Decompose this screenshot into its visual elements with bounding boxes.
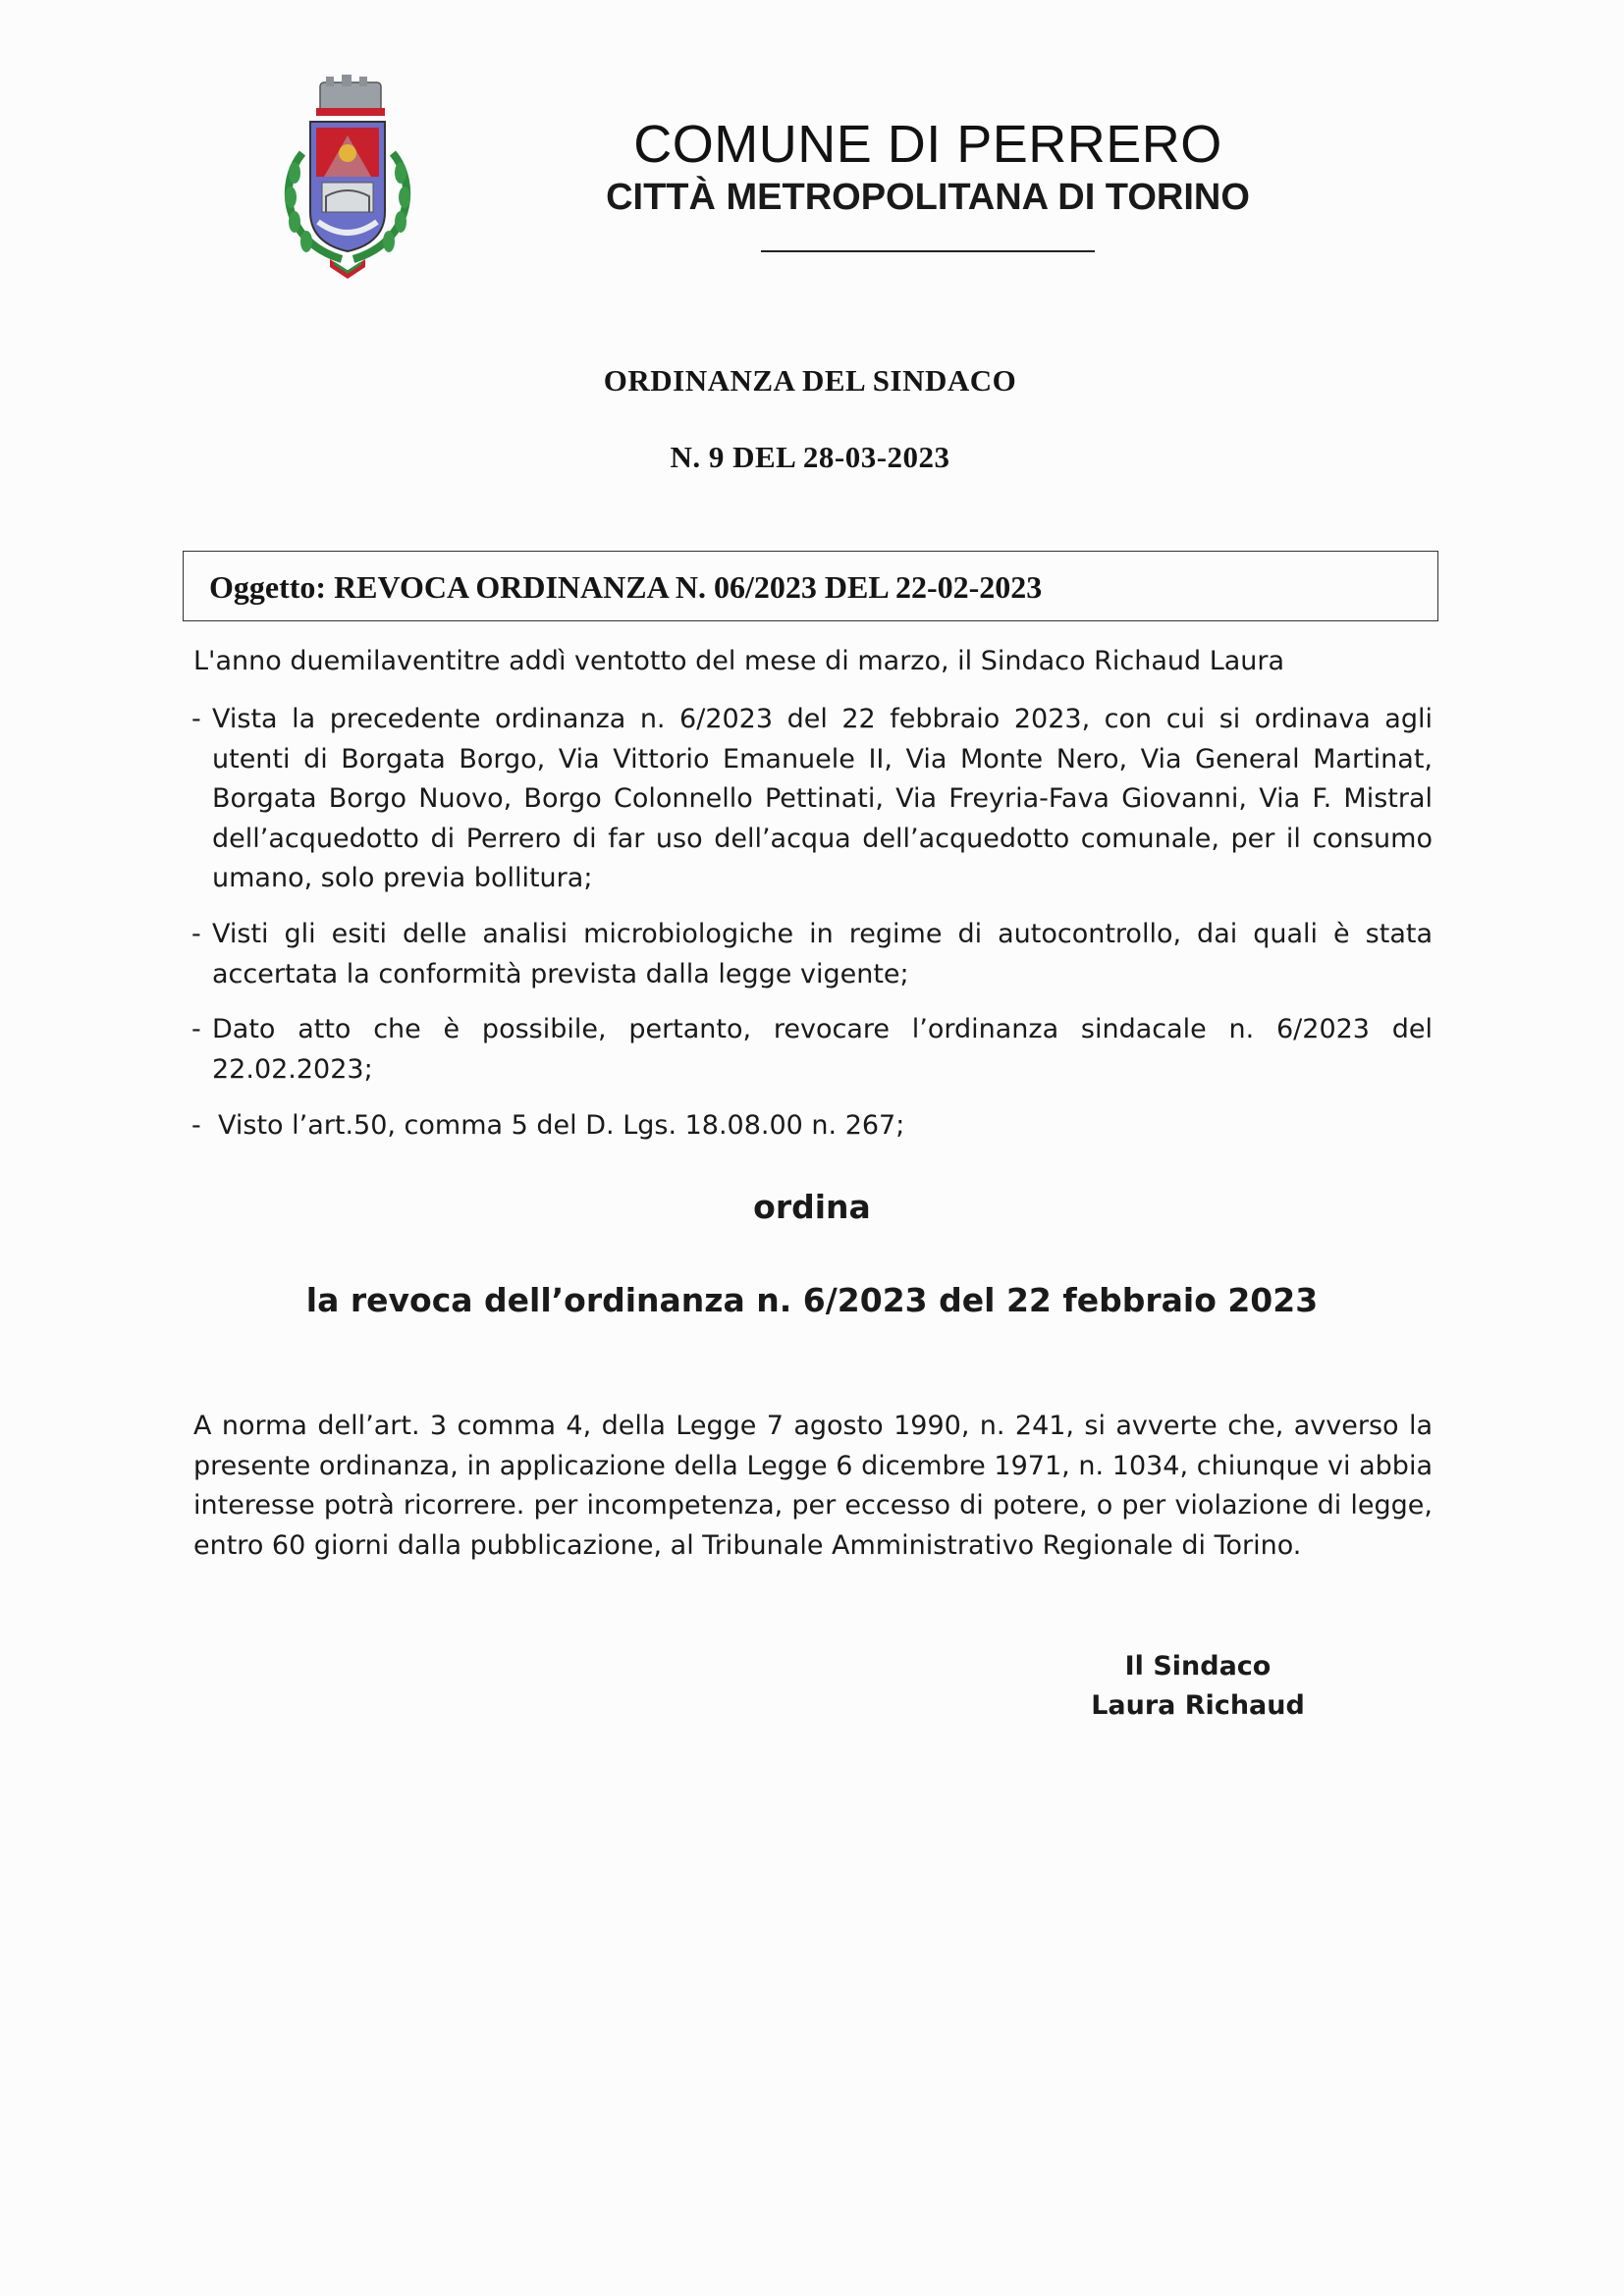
list-item-text: Visto l’art.50, comma 5 del D. Lgs. 18.08.00 n. 267; (218, 1110, 905, 1141)
metropolitan-city: CITTÀ METROPOLITANA DI TORINO (606, 177, 1250, 218)
list-item (191, 700, 1433, 899)
document-title: ORDINANZA DEL SINDACO (603, 363, 1017, 398)
header-divider (761, 250, 1095, 252)
legal-notice-paragraph: A norma dell’art. 3 comma 4, della Legge 7 agosto 1990, n. 241, si avverte che, avverso la presente ordinanza, in applicazione della Legge 6 dicembre 1971, n. 1034, chiunque vi abbia interesse potrà ricorrere. per incompetenza, per eccesso di potere, o per violazione di legge, entro 60 giorni dalla pubblicazione, al Tribunale Amministrativo Regionale di Torino. (193, 1411, 1433, 1561)
town-name: COMUNE DI PERRERO (633, 115, 1222, 174)
signature-role: Il Sindaco (1124, 1651, 1272, 1682)
subject-text: Oggetto: REVOCA ORDINANZA N. 06/2023 DEL 22-02-2023 (209, 569, 1043, 605)
subject-box (183, 551, 1438, 621)
bullet-dash: - (191, 1110, 201, 1141)
list-item (191, 1010, 1433, 1090)
ordina-heading: ordina (753, 1188, 871, 1226)
list-item (191, 915, 1433, 994)
document-number: N. 9 DEL 28-03-2023 (670, 440, 950, 474)
list-item (191, 1106, 1433, 1147)
municipal-crest-icon (273, 75, 422, 283)
intro-paragraph: L'anno duemilaventitre addì ventotto del mese di marzo, il Sindaco Richaud Laura (193, 646, 1285, 676)
signature-name: Laura Richaud (1091, 1690, 1305, 1721)
list-item-text: Vista la precedente ordinanza n. 6/2023 del 22 febbraio 2023, con cui si ordinava agli utenti di Borgata Borgo, Via Vittorio Emanuele II, Via Monte Nero, Via General Martinat, Borgata Borgo Nuovo, Borgo Colonnello Pettinati, Via Freyria-Fava Giovanni, Via F. Mistral dell’acquedotto di Perrero di far uso dell’acqua dell’acquedotto comunale, per il consumo umano, solo previa bollitura; (212, 704, 1433, 893)
bullet-dash: - (191, 704, 201, 734)
bullet-dash: - (191, 919, 201, 949)
list-item-text: Dato atto che è possibile, pertanto, revocare l’ordinanza sindacale n. 6/2023 del 22.02.2023; (212, 1014, 1433, 1085)
list-item-text: Visti gli esiti delle analisi microbiologiche in regime di autocontrollo, dai quali è stata accertata la conformità prevista dalla legge vigente; (212, 919, 1433, 989)
bullet-dash: - (191, 1014, 201, 1044)
revoca-statement: la revoca dell’ordinanza n. 6/2023 del 22 febbraio 2023 (305, 1281, 1319, 1319)
